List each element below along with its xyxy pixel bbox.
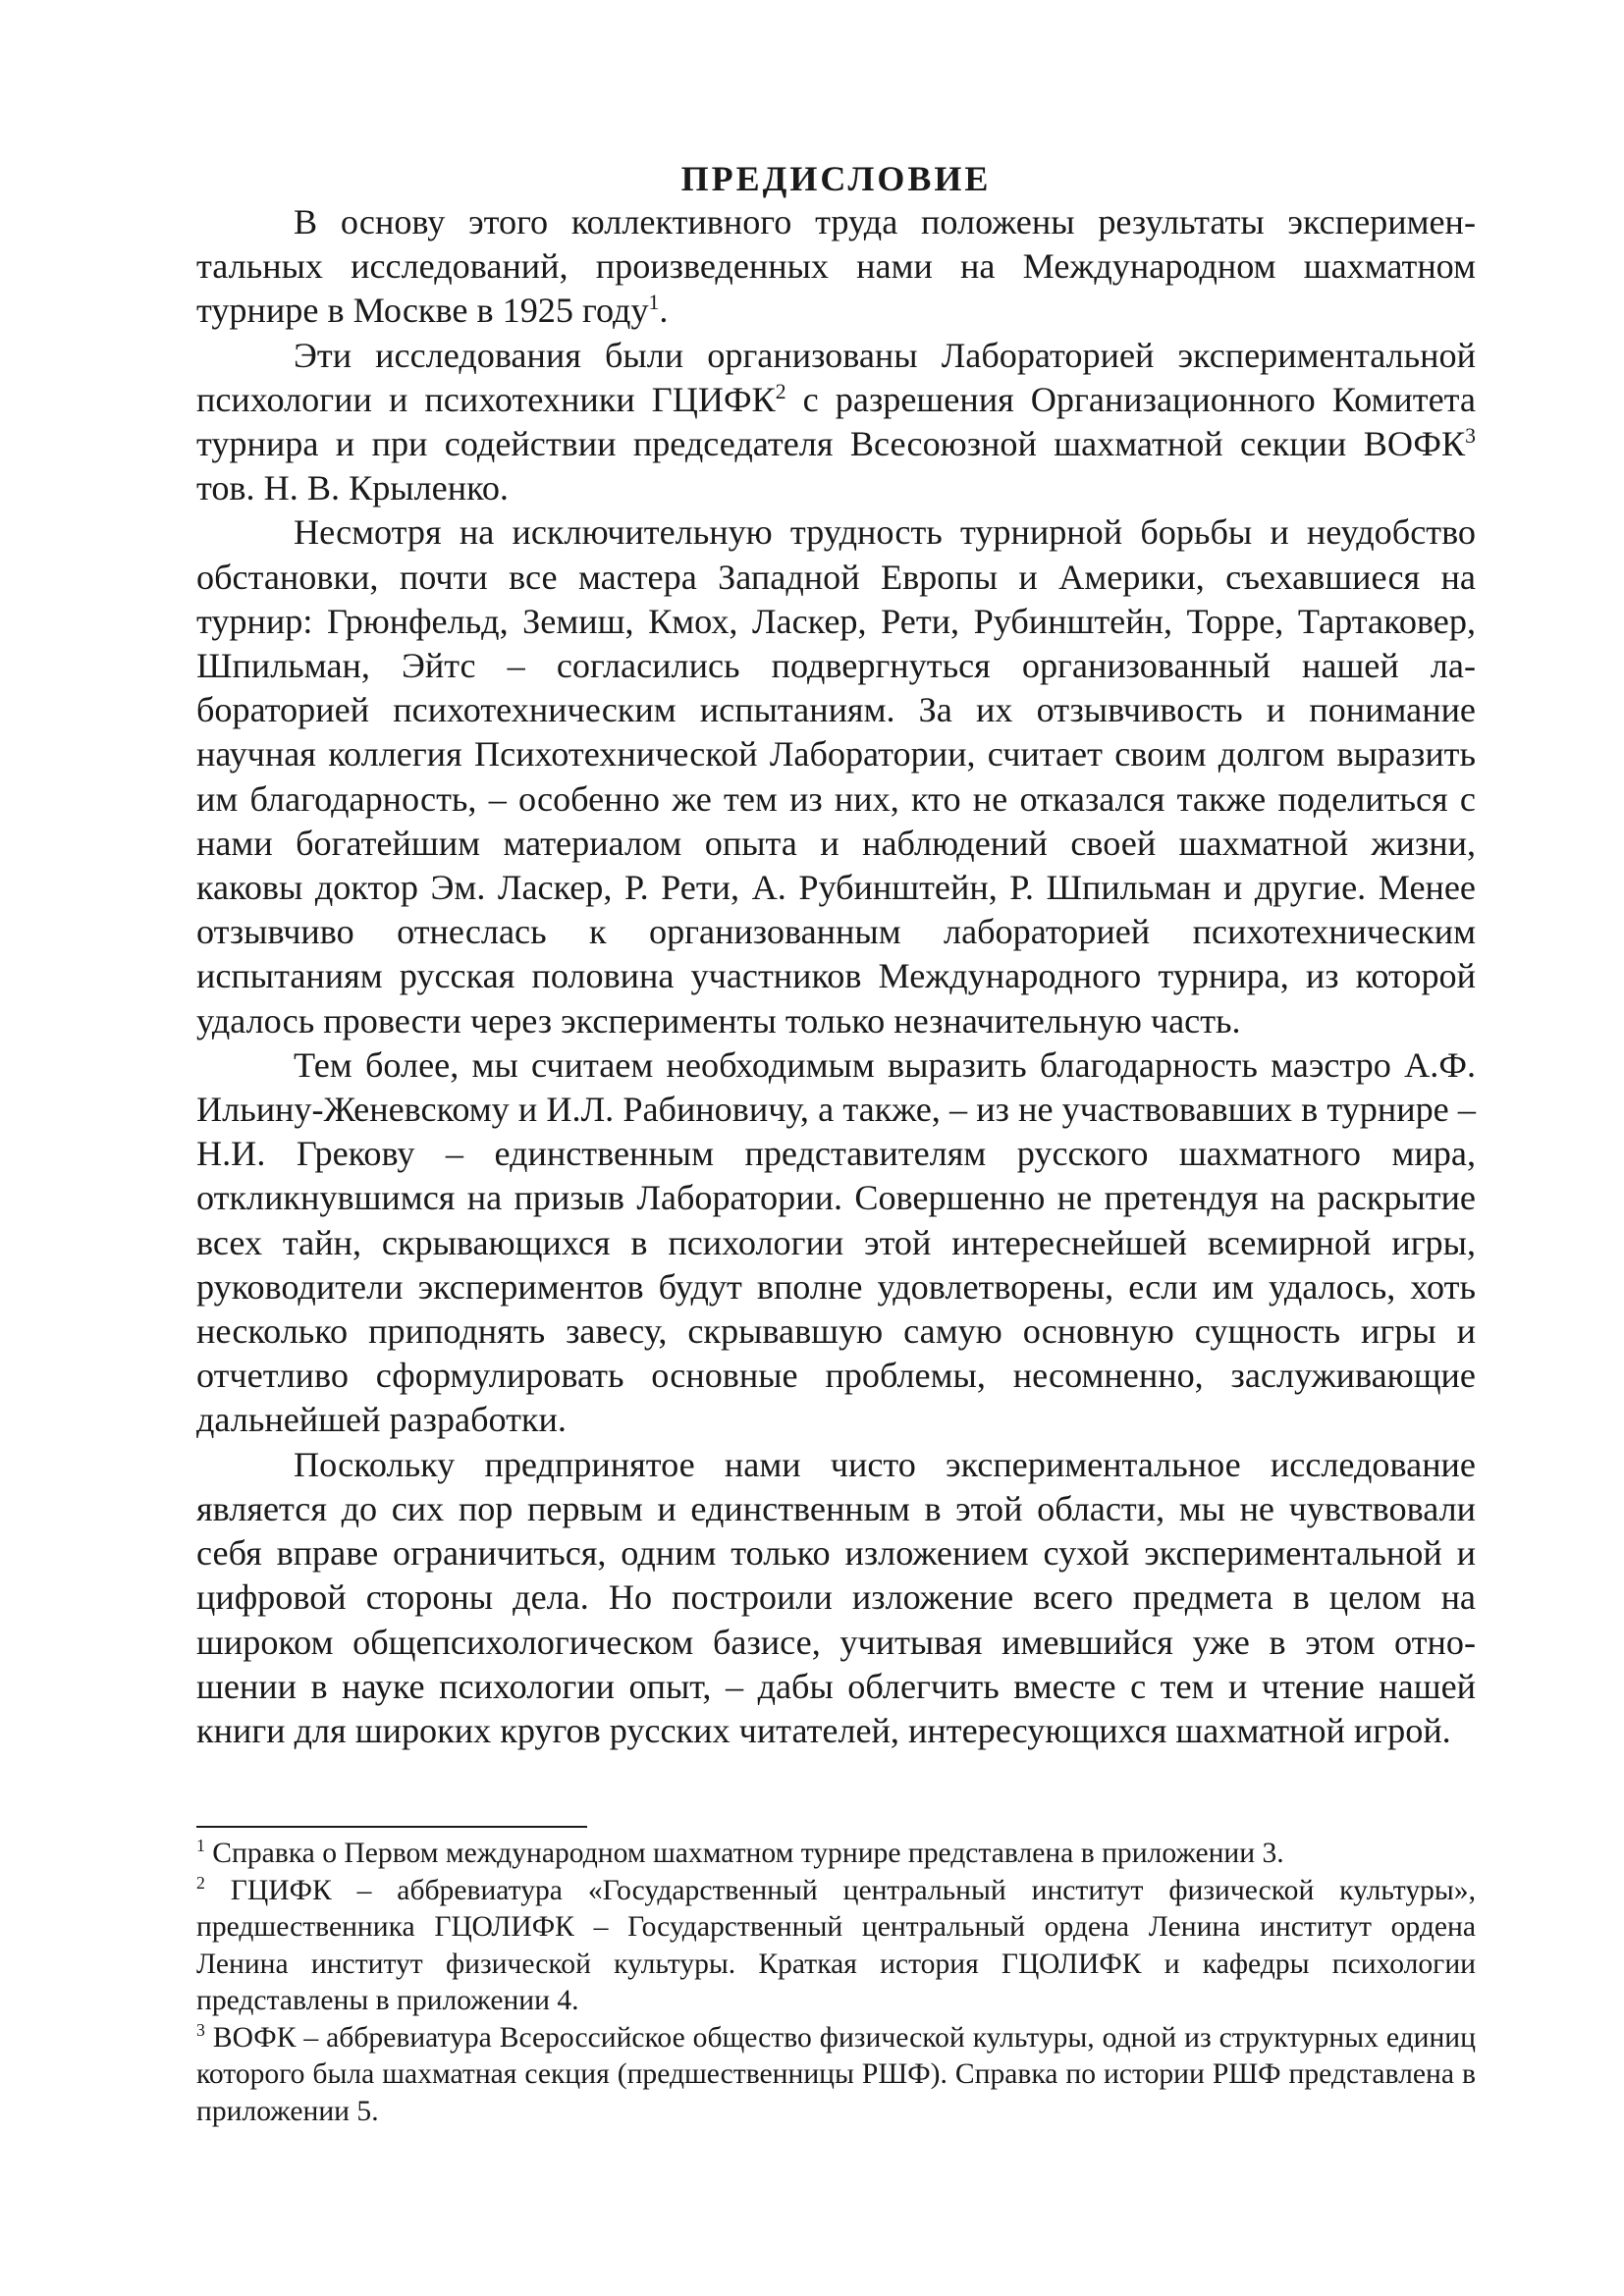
footnote-mark-1: 1 — [196, 1836, 205, 1856]
paragraph-1-text: В основу этого коллективного труда положены результаты экспериментальных исследований, произведенных нами на Международном шахматном турнире в Москве в 1925 году — [196, 202, 1476, 331]
paragraph-1 — [196, 200, 1476, 334]
footnote-mark-3: 3 — [196, 2019, 205, 2040]
paragraph-3: Несмотря на исключительную трудность турнирной борьбы и неудобство обстановки, почти все мастера Западной Европы и Америки, съехавшиеся на турнир: Грюнфельд, Земиш, Кмох, Ласкер, Рети, Рубинштейн, Торре, Тартаковер, Шпильман, Эйтс – согласились подвергнуться организованный нашей лабораторией психотехническим испытаниям. За их отзывчивость и понимание научная коллегия Психотехнической Лаборатории, считает своим долгом выразить им благодарность, – особенно же тем из них, кто не отказался также поделиться с нами богатейшим материалом опыта и наблюдений своей шахматной жизни, каковы доктор Эм. Ласкер, Р. Рети, А. Рубинштейн, Р. Шпильман и другие. Менее отзывчиво отнеслась к организованным лабораторией психотехническим испытаниям русская половина участников Международного турнира, из которой удалось провести через эксперименты только незначительную часть. — [196, 512, 1476, 1041]
paragraph-1-tail: . — [659, 291, 669, 331]
footnote-3-text: ВОФК – аббревиатура Всероссийское общество физической культуры, одной из структурных единиц которого была шахматная секция (предшественницы РШФ). Справка по истории РШФ представлена в приложении 5. — [196, 2021, 1476, 2127]
body-text — [196, 200, 1476, 1753]
footnote-1 — [196, 1836, 1476, 1873]
paragraph-2-tail: тов. Н. В. Крыленко. — [196, 468, 509, 508]
footnote-separator — [196, 1826, 587, 1828]
page-content — [196, 157, 1476, 1753]
paragraph-5: Поскольку предпринятое нами чисто экспериментальное исследование является до сих пор первым и единственным в этой области, мы не чувствовали себя вправе ограничиться, одним только изложением сухой экспериментальной и цифровой стороны дела. Но построили изложение всего предмета в целом на широком общепсихологическом базисе, учитывая имевшийся уже в этом отношении в науке психологии опыт, – дабы облегчить вместе с тем и чтение нашей книги для широких кругов русских читателей, интересующихся шахматной игрой. — [196, 1444, 1476, 1750]
footnote-1-text: Справка о Первом международном шахматном турнире представлена в приложении 3. — [204, 1838, 1284, 1869]
footnote-mark-2: 2 — [196, 1872, 205, 1893]
footnote-3 — [196, 2020, 1476, 2131]
paragraph-4: Тем более, мы считаем необходимым выразить благодарность маэстро А.Ф. Ильину-Женевскому и И.Л. Рабиновичу, а также, – из не участвовавших в турнире – Н.И. Грекову – единственным представителям русского шахматного мира, откликнувшимся на призыв Лаборатории. Совершенно не претендуя на раскрытие всех тайн, скрывающихся в психологии этой интереснейшей всемирной игры, руководители экспериментов будут вполне удовлетворены, если им удалось, хоть несколько приподнять завесу, скрывавшую самую основную сущность игры и отчетливо сформулировать основные проблемы, несомненно, заслуживающие дальнейшей разработки. — [196, 1044, 1476, 1440]
footnote-2-text: ГЦИФК – аббревиатура «Государственный центральный институт физической культуры», предшественника ГЦОЛИФК – Государственный центральный ордена Ленина институт ордена Ленина институт физической культуры. Краткая история ГЦОЛИФК и кафедры психологии представлены в приложении 4. — [196, 1874, 1476, 2016]
paragraph-2 — [196, 334, 1476, 511]
footnote-ref-3[interactable]: 3 — [1465, 423, 1476, 448]
footnote-ref-2[interactable]: 2 — [775, 379, 786, 403]
paragraph-2-text: Эти исследования были организованы Лабораторией экспериментальной психологии и психотехники ГЦИФК — [196, 335, 1476, 419]
footnotes — [196, 1836, 1476, 2130]
footnote-2 — [196, 1873, 1476, 2020]
page-title: ПРЕДИСЛОВИЕ — [680, 159, 992, 198]
footnote-ref-1[interactable]: 1 — [648, 291, 660, 315]
paragraph-2-middle: с разрешения Организационного Комитета турнира и при содействии председателя Всесоюзной шахматной секции ВОФК — [196, 379, 1476, 464]
